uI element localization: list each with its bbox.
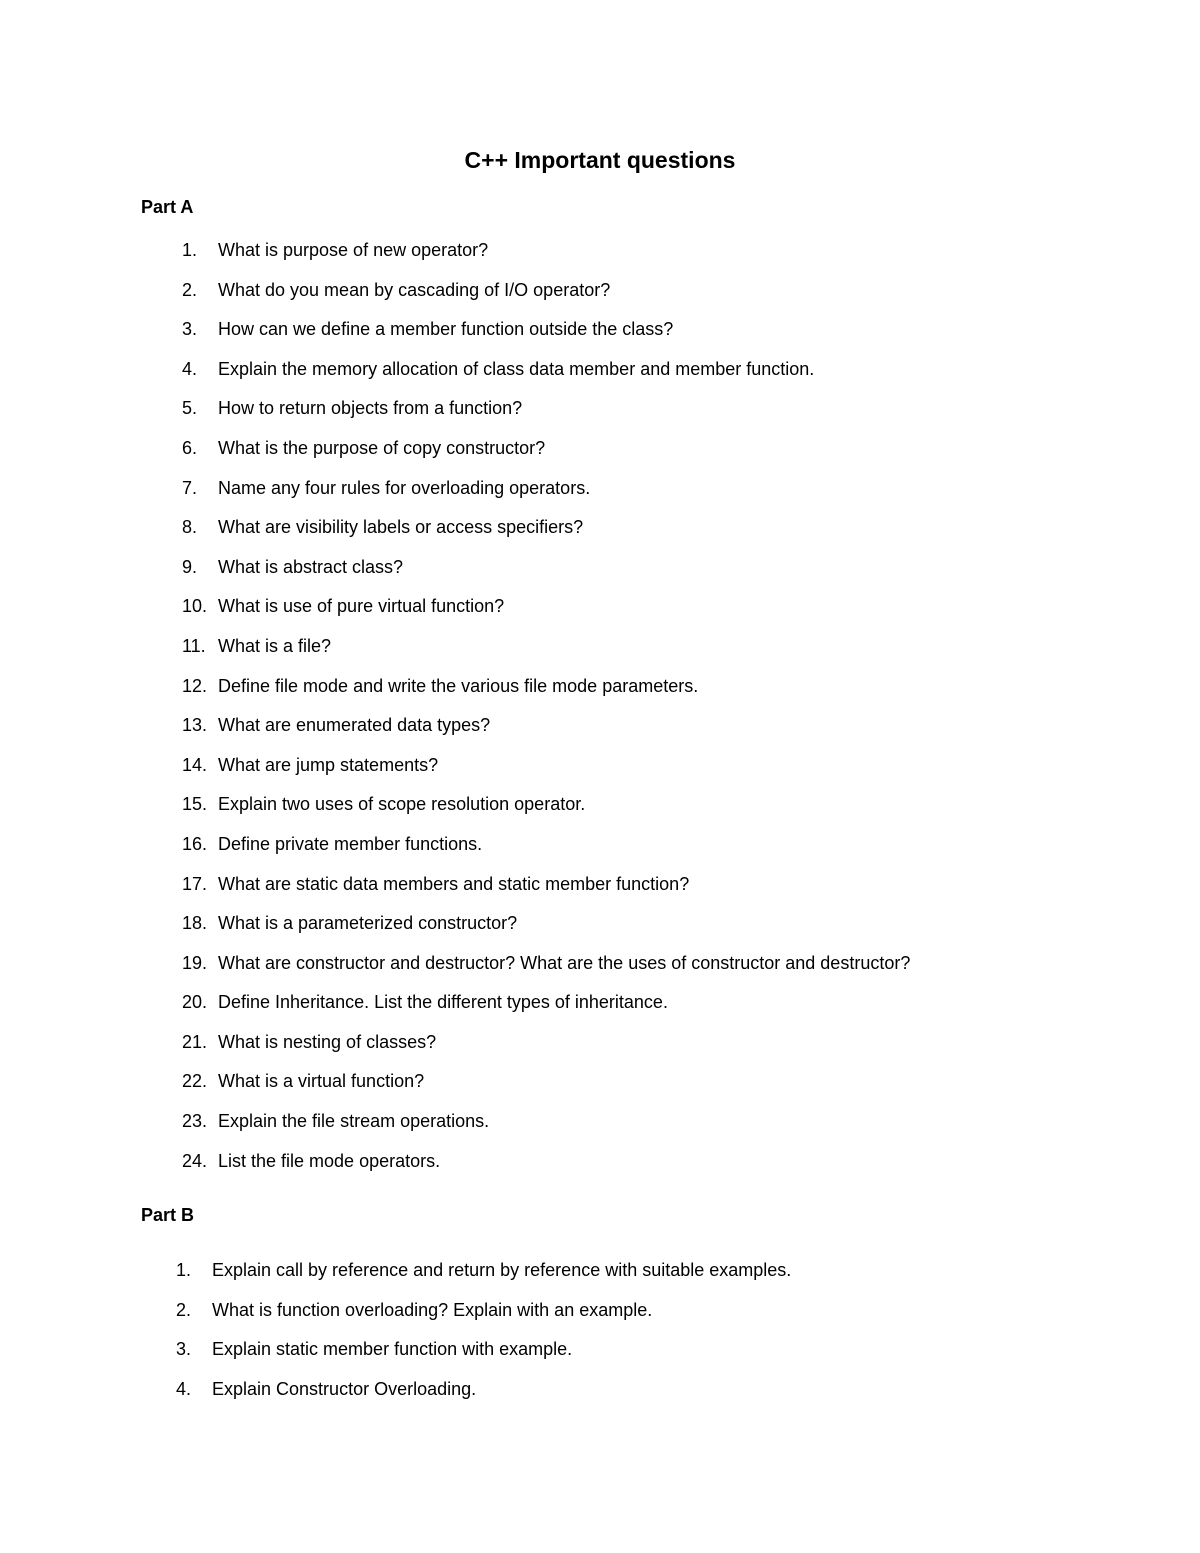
question-number: 24. bbox=[182, 1150, 208, 1171]
document-title: C++ Important questions bbox=[464, 147, 736, 173]
question-text: What is nesting of classes? bbox=[218, 1031, 437, 1052]
question-number: 7. bbox=[182, 477, 198, 498]
question-number: 18. bbox=[182, 913, 208, 934]
question-text: Explain call by reference and return by reference with suitable examples. bbox=[212, 1260, 792, 1280]
question-number: 6. bbox=[182, 437, 198, 458]
question-number: 5. bbox=[182, 398, 198, 419]
question-text: What are jump statements? bbox=[218, 754, 439, 775]
question-number: 10. bbox=[182, 596, 208, 617]
question-number: 4. bbox=[182, 358, 198, 379]
question-text: What is use of pure virtual function? bbox=[218, 596, 505, 617]
question-number: 3. bbox=[182, 319, 198, 340]
question-text: Define file mode and write the various file mode parameters. bbox=[218, 675, 699, 696]
question-text: Explain static member function with example. bbox=[212, 1339, 573, 1360]
question-number: 2. bbox=[182, 279, 198, 300]
question-text: What is abstract class? bbox=[218, 556, 404, 577]
question-number: 12. bbox=[182, 675, 208, 696]
question-number: 4. bbox=[176, 1378, 192, 1399]
question-text: What are visibility labels or access specifiers? bbox=[218, 517, 584, 538]
question-text: List the file mode operators. bbox=[218, 1150, 441, 1171]
question-text: What is a virtual function? bbox=[218, 1071, 425, 1092]
question-text: Explain two uses of scope resolution operator. bbox=[218, 794, 586, 815]
question-text: What are static data members and static member function? bbox=[218, 873, 690, 894]
question-text: Explain the memory allocation of class data member and member function. bbox=[218, 358, 815, 379]
question-number: 23. bbox=[182, 1111, 208, 1132]
question-number: 13. bbox=[182, 715, 208, 736]
question-number: 22. bbox=[182, 1071, 208, 1092]
question-text: What is a file? bbox=[218, 635, 332, 656]
part-a-heading: Part A bbox=[141, 197, 194, 217]
question-text: What is the purpose of copy constructor? bbox=[218, 437, 546, 458]
question-text: How can we define a member function outside the class? bbox=[218, 319, 674, 340]
question-number: 19. bbox=[182, 952, 208, 973]
question-number: 14. bbox=[182, 754, 208, 775]
question-text: Explain Constructor Overloading. bbox=[212, 1378, 477, 1399]
question-number: 8. bbox=[182, 517, 198, 538]
question-text: Define Inheritance. List the different types of inheritance. bbox=[218, 992, 668, 1013]
question-text: Explain the file stream operations. bbox=[218, 1111, 490, 1132]
part-b-heading: Part B bbox=[141, 1205, 195, 1225]
question-number: 1. bbox=[176, 1260, 192, 1280]
question-number: 21. bbox=[182, 1031, 208, 1052]
question-text: What do you mean by cascading of I/O operator? bbox=[218, 279, 611, 300]
question-text: What are enumerated data types? bbox=[218, 715, 491, 736]
question-text: What is function overloading? Explain with an example. bbox=[212, 1299, 653, 1320]
question-text: What is a parameterized constructor? bbox=[218, 913, 518, 934]
question-number: 16. bbox=[182, 833, 208, 854]
question-number: 1. bbox=[182, 240, 198, 260]
question-text: What is purpose of new operator? bbox=[218, 240, 489, 260]
question-number: 3. bbox=[176, 1339, 192, 1360]
question-number: 11. bbox=[182, 635, 206, 656]
question-number: 17. bbox=[182, 873, 208, 894]
question-number: 15. bbox=[182, 794, 208, 815]
question-number: 9. bbox=[182, 556, 198, 577]
question-text: Define private member functions. bbox=[218, 833, 483, 854]
question-text: Name any four rules for overloading operators. bbox=[218, 477, 591, 498]
question-text: How to return objects from a function? bbox=[218, 398, 523, 419]
question-text: What are constructor and destructor? What are the uses of constructor and destructor? bbox=[218, 952, 911, 973]
question-number: 20. bbox=[182, 992, 208, 1013]
question-number: 2. bbox=[176, 1299, 192, 1320]
